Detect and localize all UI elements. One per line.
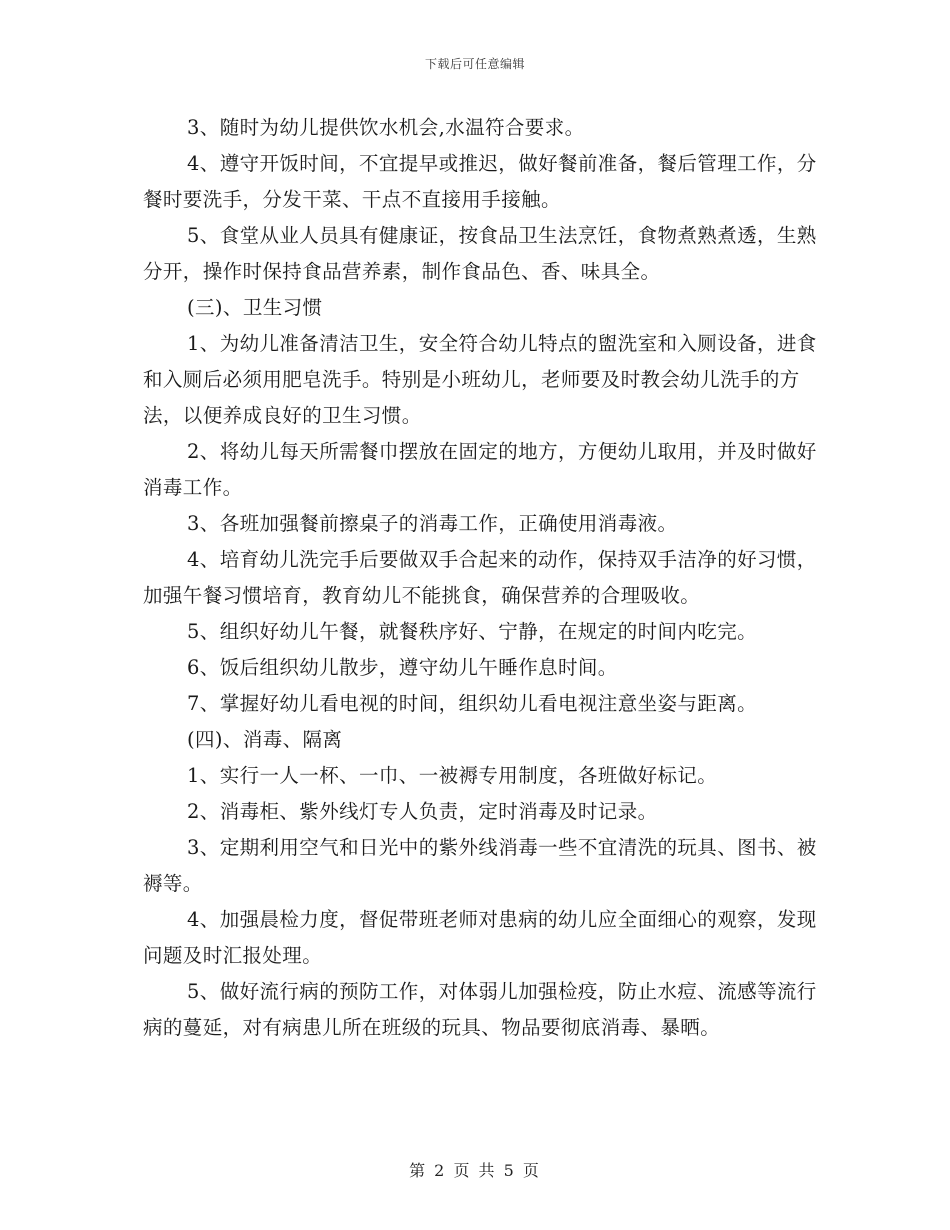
paragraph-5-lunch: 5、组织好幼儿午餐，就餐秩序好、宁静，在规定的时间内吃完。 xyxy=(187,620,758,643)
paragraph-4-handwashing: 4、培育幼儿洗完手后要做双手合起来的动作，保持双手洁净的好习惯，加强午餐习惯培育，教育幼儿不能挑食，确保营养的合理吸收。 xyxy=(143,548,817,607)
paragraph-5-canteen: 5、食堂从业人员具有健康证，按食品卫生法烹饪，食物煮熟煮透，生熟分开，操作时保持食品营养素，制作食品色、香、味具全。 xyxy=(143,224,817,283)
paragraph-6-walk: 6、饭后组织幼儿散步，遵守幼儿午睡作息时间。 xyxy=(187,656,618,679)
paragraph-1-personal-items: 1、实行一人一杯、一巾、一被褥专用制度，各班做好标记。 xyxy=(187,764,718,787)
paragraph-5-epidemic: 5、做好流行病的预防工作，对体弱儿加强检疫，防止水痘、流感等流行病的蔓延，对有病患儿所在班级的玩具、物品要彻底消毒、暴晒。 xyxy=(143,980,817,1039)
paragraph-2-napkins: 2、将幼儿每天所需餐巾摆放在固定的地方，方便幼儿取用，并及时做好消毒工作。 xyxy=(143,440,817,499)
paragraph-3-tables: 3、各班加强餐前擦桌子的消毒工作，正确使用消毒液。 xyxy=(187,512,678,535)
paragraph-4-morning-check: 4、加强晨检力度，督促带班老师对患病的幼儿应全面细心的观察，发现问题及时汇报处理。 xyxy=(143,908,817,967)
paragraph-2-uv-lamp: 2、消毒柜、紫外线灯专人负责，定时消毒及时记录。 xyxy=(187,800,658,823)
section-heading-disinfection: (四)、消毒、隔离 xyxy=(187,728,343,751)
page-header: 下载后可任意编辑 xyxy=(424,57,525,71)
paragraph-3-water: 3、随时为幼儿提供饮水机会,水温符合要求。 xyxy=(187,116,585,139)
paragraph-1-washroom: 1、为幼儿准备清洁卫生，安全符合幼儿特点的盥洗室和入厕设备，进食和入厕后必须用肥皂洗手。特别是小班幼儿，老师要及时教会幼儿洗手的方法，以便养成良好的卫生习惯。 xyxy=(143,332,817,427)
paragraph-4-mealtime: 4、遵守开饭时间，不宜提早或推迟，做好餐前准备，餐后管理工作，分餐时要洗手，分发干菜、干点不直接用手接触。 xyxy=(143,152,817,211)
paragraph-3-sunlight: 3、定期利用空气和日光中的紫外线消毒一些不宜清洗的玩具、图书、被褥等。 xyxy=(143,836,817,895)
document-body xyxy=(143,110,823,1046)
page-number-footer: 第 2 页 共 5 页 xyxy=(409,1161,541,1180)
section-heading-hygiene-habits: (三)、卫生习惯 xyxy=(187,296,323,319)
paragraph-7-tv: 7、掌握好幼儿看电视的时间，组织幼儿看电视注意坐姿与距离。 xyxy=(187,692,758,715)
